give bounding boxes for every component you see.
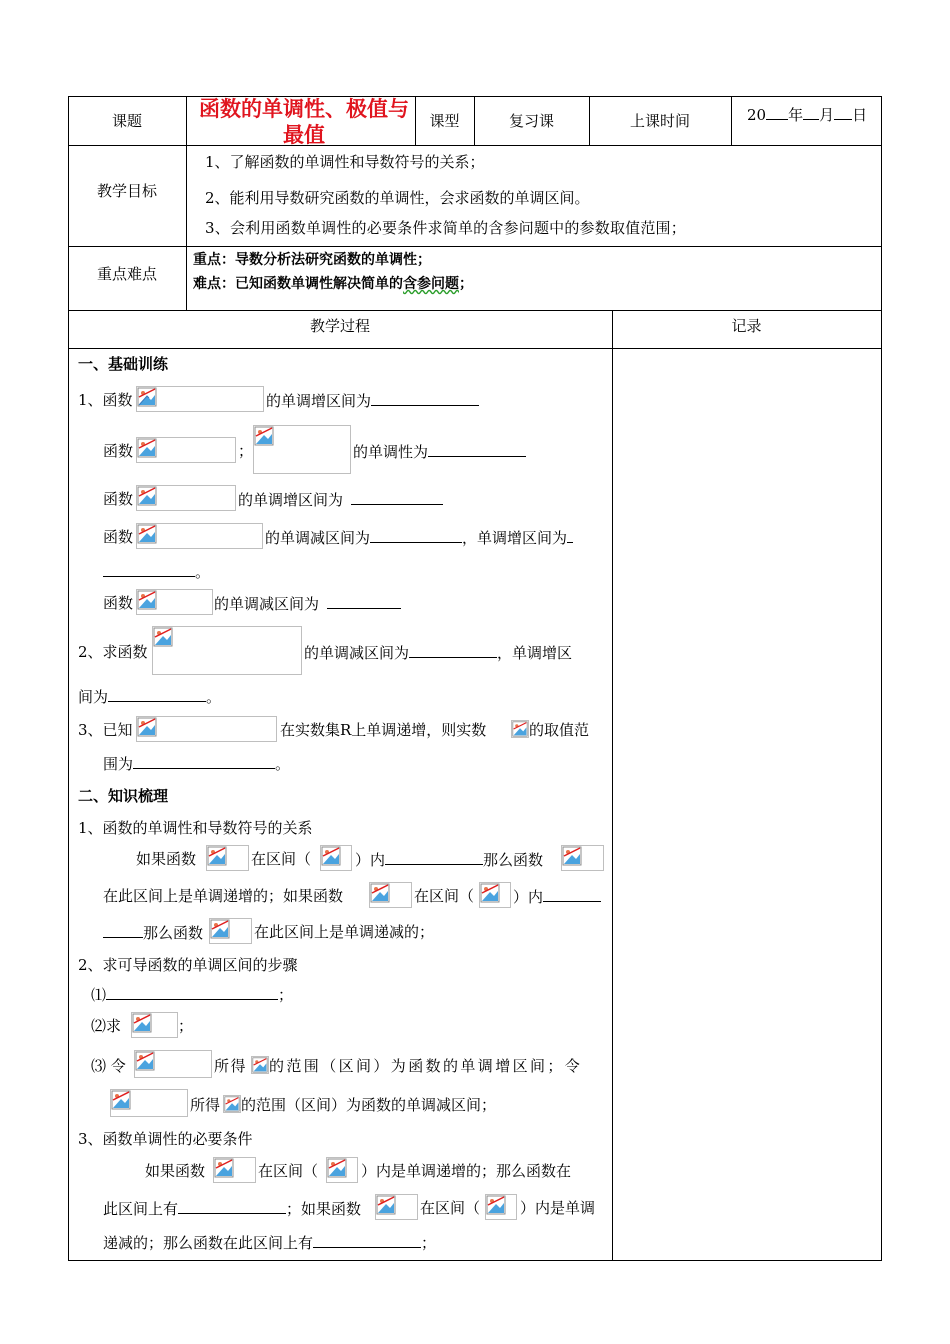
type-label: 课型 [429,112,460,130]
date-year-label: 年 [788,106,804,124]
answer-blank[interactable] [103,922,143,938]
difficulty-text [193,274,473,294]
broken-image-icon [327,1158,347,1178]
q1d-mid-text: 的单调减区间为 [265,529,371,547]
step-3-d: 的范围（区间）为函数的单调减区间； [241,1096,497,1114]
p3b-1-text: 此区间上有 [103,1200,179,1218]
broken-image-icon [111,1090,131,1110]
q2-line2 [78,686,221,707]
p3c-1 [103,1232,436,1253]
formula-image [320,845,352,871]
p1a-3 [355,849,543,870]
knowledge-3: 3、函数单调性的必要条件 [78,1130,253,1148]
q1e-suffix-text: 的单调减区间为 [214,595,320,613]
broken-image-icon [224,1096,240,1112]
step-2-end: ； [178,1017,194,1035]
p1b-2: 在区间（ [414,887,475,905]
answer-blank[interactable] [327,593,401,609]
formula-image [136,437,236,463]
q1d-line2 [103,561,210,582]
broken-image-icon [137,438,157,458]
answer-blank[interactable] [385,849,483,865]
q1c-prefix: 函数 [103,490,134,508]
section1-title: 一、基础训练 [78,355,169,373]
broken-image-icon [153,627,173,647]
broken-image-icon [321,846,341,866]
answer-blank[interactable] [543,886,601,902]
broken-image-icon [480,883,500,903]
answer-blank[interactable] [428,441,526,457]
p1c-2: 在此区间上是单调递减的； [254,923,435,941]
formula-image [136,523,263,549]
broken-image-icon [207,846,227,866]
p1c-1 [103,922,203,943]
formula-image [136,716,277,742]
table-border-top [68,96,882,97]
formula-image [110,1089,188,1117]
formula-image [136,485,236,511]
formula-image [206,845,249,871]
subject-label: 课题 [111,112,142,130]
step-2: ⑵求 [91,1017,122,1035]
answer-blank[interactable] [371,390,479,406]
table-rule [68,310,882,311]
formula-image [213,1157,256,1183]
goal-item-2: 2、能利用导数研究函数的单调性，会求函数的单调区间。 [205,189,590,207]
lesson-title: 函数的单调性、极值与最值 [199,97,409,147]
date-month-blank[interactable] [803,104,819,120]
q3-end: 。 [275,755,291,773]
p3a-2: 在区间（ [258,1162,319,1180]
time-label: 上课时间 [629,112,690,130]
formula-image [209,918,252,944]
q2-mid [304,642,572,663]
p3c-1-text: 递减的；那么函数在此区间上有 [103,1234,314,1252]
table-rule [612,310,613,1261]
formula-image [251,1056,269,1074]
q1d-comma-text: ，单调增区间为 [462,529,568,547]
answer-blank[interactable] [409,642,497,658]
date-year-blank[interactable] [766,104,788,120]
step-3-c: 所得 [190,1096,221,1114]
broken-image-icon [512,721,528,737]
p3b-2-text: ；如果函数 [286,1200,362,1218]
p1b-3 [513,886,601,907]
q2-prefix: 2、求函数 [78,643,148,661]
broken-image-icon [252,1057,268,1073]
formula-image [479,882,511,908]
answer-blank[interactable] [133,753,275,769]
q1d-mid [265,527,573,548]
broken-image-icon [254,426,274,446]
broken-image-icon [562,846,582,866]
formula-image [253,425,351,474]
q2-line2-text: 间为 [78,688,109,706]
step-1-num: ⑴ [91,986,107,1004]
q1-prefix: 1、函数 [78,391,133,409]
table-rule [68,145,882,146]
p3b-4: ）内是单调 [520,1199,596,1217]
record-header: 记录 [731,317,762,335]
type-value: 复习课 [508,112,554,130]
p1a-2: 在区间（ [251,850,312,868]
broken-image-icon [376,1195,396,1215]
table-rule [731,96,732,146]
answer-blank[interactable] [108,686,206,702]
date-month-label: 月 [819,106,835,124]
goals-label: 教学目标 [96,182,157,200]
p1c-1-text: 那么函数 [143,924,204,942]
date-prefix: 20 [747,106,767,124]
q3-suffix: 的取值范 [529,721,590,739]
difficulty-underlined: 含参问题 [403,276,459,292]
section2-title: 二、知识梳理 [78,787,169,805]
formula-image [223,1095,241,1113]
q1b-suffix [353,441,526,462]
p1a-4-text: 那么函数 [483,851,544,869]
q3-line2-text: 围为 [103,755,134,773]
step-3: ⑶ 令 [91,1057,126,1075]
difficulty-suffix: ； [459,276,473,292]
q1b-sep: ； [238,442,254,460]
formula-image [152,626,302,675]
q3-line2 [103,753,290,774]
q1-suffix-text: 的单调增区间为 [266,392,372,410]
broken-image-icon [486,1195,506,1215]
goal-item-1: 1、了解函数的单调性和导数符号的关系； [205,153,485,171]
formula-image [134,1050,212,1078]
formula-image [136,589,213,615]
table-rule [186,96,187,311]
date-day-blank[interactable] [834,104,852,120]
goal-item-3: 3、会利用函数单调性的必要条件求简单的含参问题中的参数取值范围； [205,219,686,237]
table-rule [68,348,882,349]
step-1 [91,984,293,1005]
q2-end: 。 [206,688,222,706]
answer-blank[interactable] [178,1198,286,1214]
q1b-prefix: 函数 [103,442,134,460]
table-border-right [881,96,882,1261]
step-3-a: 所得 [214,1057,248,1075]
q1c-suffix [238,489,443,510]
q2-mid-text: 的单调减区间为 [304,644,410,662]
key-points-label: 重点难点 [96,265,157,283]
p3b-3: 在区间（ [420,1199,481,1217]
formula-image [136,386,264,412]
formula-image [511,720,529,738]
date-field [747,104,867,125]
q3-mid: 在实数集R上单调递增，则实数 [280,721,487,739]
broken-image-icon [137,524,157,544]
broken-image-icon [137,590,157,610]
answer-blank[interactable] [313,1232,421,1248]
q1-suffix [266,390,479,411]
broken-image-icon [137,486,157,506]
answer-blank[interactable] [103,561,195,577]
p3a-3: ）内是单调递增的；那么函数在 [361,1162,572,1180]
formula-image [485,1194,517,1220]
focus-text: 重点：导数分析法研究函数的单调性； [193,252,431,268]
q1d-prefix: 函数 [103,528,134,546]
broken-image-icon [135,1051,155,1071]
knowledge-2: 2、求可导函数的单调区间的步骤 [78,956,298,974]
broken-image-icon [132,1013,152,1033]
p1a-1: 如果函数 [136,850,197,868]
q2-comma-text: ，单调增区 [497,644,573,662]
p1a-3-text: ）内 [355,851,386,869]
formula-image [131,1012,178,1038]
step-1-end: ； [278,986,294,1004]
difficulty-prefix: 难点：已知函数单调性解决简单的 [193,276,403,292]
broken-image-icon [214,1158,234,1178]
knowledge-1: 1、函数的单调性和导数符号的关系 [78,819,313,837]
broken-image-icon [137,717,157,737]
broken-image-icon [210,919,230,939]
q3-prefix: 3、已知 [78,721,133,739]
formula-image [375,1194,418,1220]
table-rule [68,246,882,247]
step-3-b: 的范围（区间）为函数的单调增区间；令 [269,1057,583,1075]
q1e-suffix [214,593,401,614]
broken-image-icon [137,387,157,407]
broken-image-icon [370,883,390,903]
p3a-1: 如果函数 [145,1162,206,1180]
q1d-end: 。 [195,563,211,581]
answer-blank[interactable] [106,984,278,1000]
formula-image [561,845,604,871]
answer-blank[interactable] [567,527,573,543]
q1e-prefix: 函数 [103,594,134,612]
p3b-1 [103,1198,361,1219]
table-border-bottom [68,1260,882,1261]
formula-image [326,1157,358,1183]
date-day-label: 日 [852,106,868,124]
q1c-suffix-text: 的单调增区间为 [238,491,344,509]
p3c-2-text: ； [421,1234,437,1252]
q1b-suffix-text: 的单调性为 [353,443,429,461]
process-header: 教学过程 [309,317,370,335]
answer-blank[interactable] [370,527,462,543]
formula-image [369,882,412,908]
p1b-1: 在此区间上是单调递增的；如果函数 [103,887,344,905]
answer-blank[interactable] [351,489,443,505]
p1b-3-text: ）内 [513,888,544,906]
